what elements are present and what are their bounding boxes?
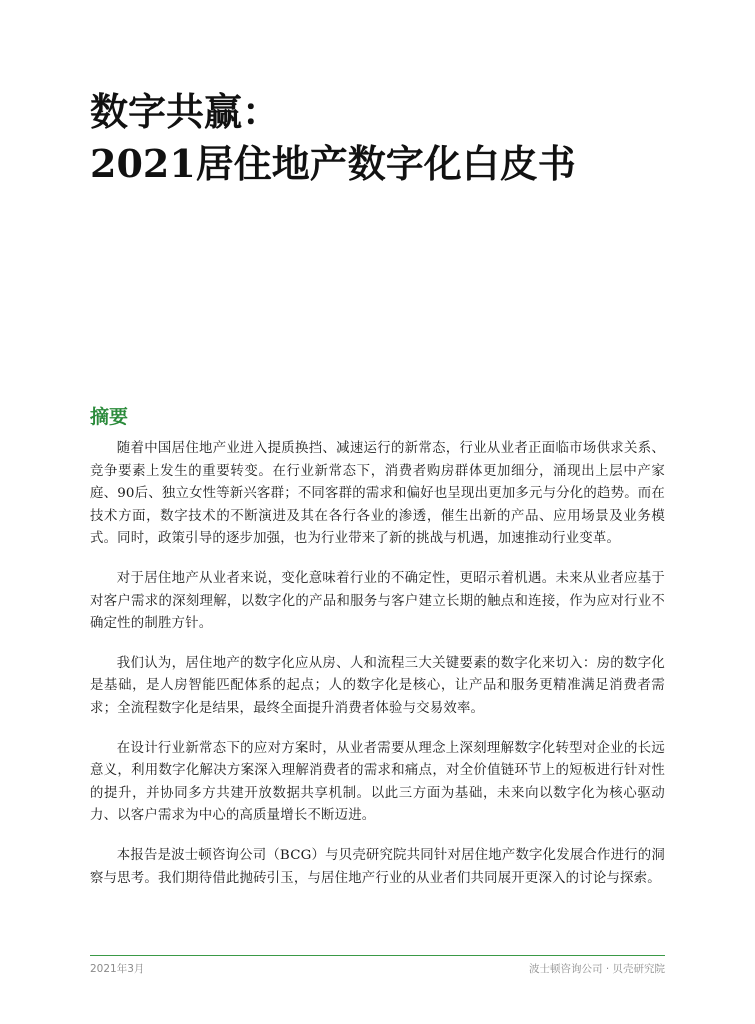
abstract-paragraph-1: 随着中国居住地产业进入提质换挡、减速运行的新常态，行业从业者正面临市场供求关系、竞争要素上发生的重要转变。在行业新常态下，消费者购房群体更加细分，涌现出上层中产家庭、90后、独立女性等新兴客群；不同客群的需求和偏好也呈现出更加多元与分化的趋势。而在技术方面，数字技术的不断演进及其在各行各业的渗透，催生出新的产品、应用场景及业务模式。同时，政策引导的逐步加强，也为行业带来了新的挑战与机遇，加速推动行业变革。: [90, 441, 665, 547]
footer-publisher: 波士顿咨询公司 · 贝壳研究院: [528, 963, 665, 975]
abstract-paragraph-4: 在设计行业新常态下的应对方案时，从业者需要从理念上深刻理解数字化转型对企业的长远意义，利用数字化解决方案深入理解消费者的需求和痛点，对全价值链环节上的短板进行针对性的提升，并协同多方共建开放数据共享机制。以此三方面为基础，未来向以数字化为核心驱动力、以客户需求为中心的高质量增长不断迈进。: [90, 740, 665, 824]
abstract-body: [90, 438, 665, 907]
title-line-1: 数字共赢：: [90, 89, 281, 134]
page-footer: [90, 961, 665, 976]
abstract-paragraph-2: 对于居住地产从业者来说，变化意味着行业的不确定性，更昭示着机遇。未来从业者应基于对客户需求的深刻理解，以数字化的产品和服务与客户建立长期的触点和连接，作为应对行业不确定性的制胜方针。: [90, 570, 665, 632]
title-line-2: 2021居住地产数字化白皮书: [90, 141, 576, 186]
document-title: [90, 86, 690, 190]
footer-date: 2021年3月: [90, 963, 145, 975]
abstract-paragraph-5: 本报告是波士顿咨询公司（BCG）与贝壳研究院共同针对居住地产数字化发展合作进行的洞察与思考。我们期待借此抛砖引玉，与居住地产行业的从业者们共同展开更深入的讨论与探索。: [90, 847, 665, 886]
abstract-heading: 摘要: [90, 406, 129, 428]
footer-divider: [90, 955, 665, 956]
abstract-paragraph-3: 我们认为，居住地产的数字化应从房、人和流程三大关键要素的数字化来切入：房的数字化是基础，是人房智能匹配体系的起点；人的数字化是核心，让产品和服务更精准满足消费者需求；全流程数字化是结果，最终全面提升消费者体验与交易效率。: [90, 655, 665, 716]
